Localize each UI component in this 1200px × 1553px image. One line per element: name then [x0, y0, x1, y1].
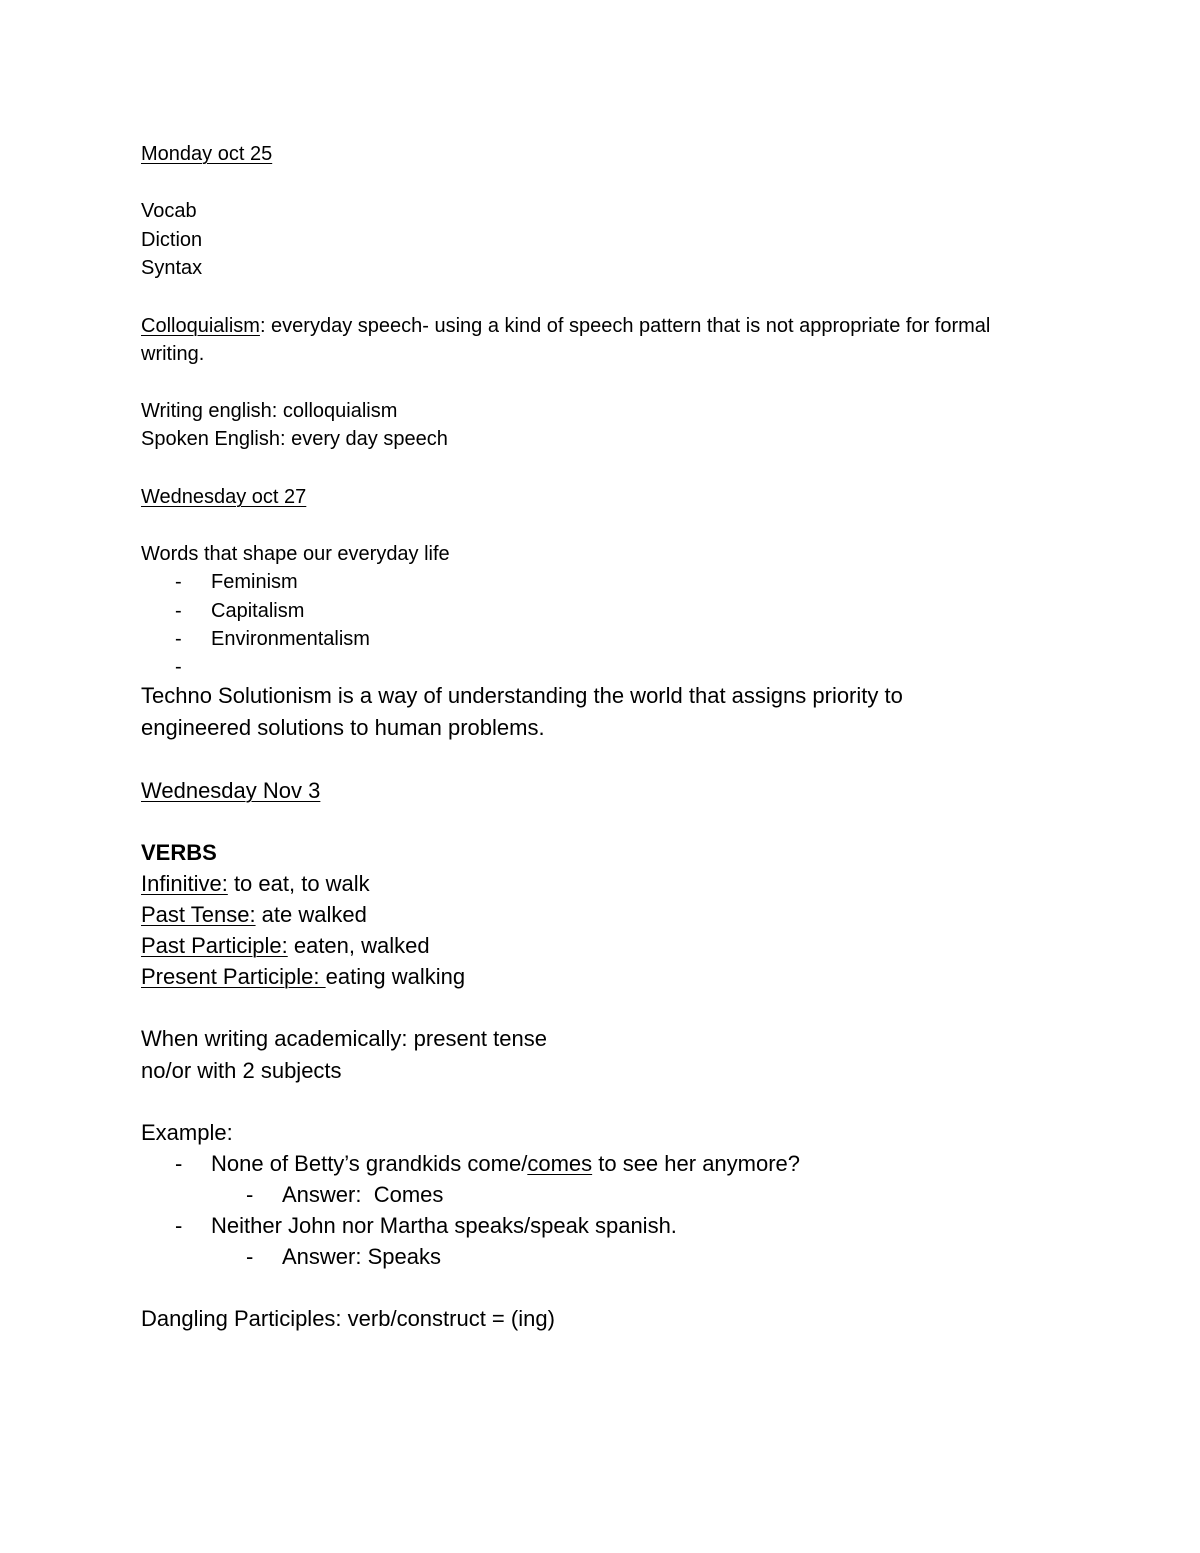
- question-1-answer-word: comes: [527, 1151, 593, 1176]
- verb-form-term: Present Participle:: [141, 964, 326, 989]
- colloquialism-def-line2: writing.: [141, 343, 205, 365]
- question-1-before: None of Betty’s grandkids come/: [211, 1151, 528, 1176]
- techno-line2: engineered solutions to human problems.: [141, 715, 545, 740]
- colloquialism-def-line1: : everyday speech- using a kind of speech pattern that is not appropriate for formal: [259, 315, 991, 337]
- bullet-environmentalism: Environmentalism: [211, 628, 370, 650]
- colloquialism-term: Colloquialism: [141, 315, 260, 337]
- verb-form-value: to eat, to walk: [227, 871, 370, 896]
- verb-form-value: ate walked: [255, 902, 367, 927]
- question-1: [211, 1153, 800, 1175]
- spoken-english: Spoken English: every day speech: [141, 428, 448, 450]
- dangling-participles: Dangling Participles: verb/construct = (ing): [141, 1306, 555, 1331]
- subjects-note: no/or with 2 subjects: [141, 1058, 342, 1083]
- techno-line1: Techno Solutionism is a way of understanding the world that assigns priority to: [141, 683, 903, 708]
- bullet-dash: -: [175, 628, 182, 650]
- verb-form-term: Past Tense:: [141, 902, 256, 927]
- bullet-feminism: Feminism: [211, 571, 298, 593]
- verb-form-infinitive: [141, 873, 370, 895]
- words-intro: Words that shape our everyday life: [141, 543, 450, 565]
- verb-form-present-participle: [141, 966, 465, 988]
- heading-monday: Monday oct 25: [141, 143, 273, 165]
- verb-form-term: Past Participle:: [141, 933, 288, 958]
- heading-wednesday-oct: Wednesday oct 27: [141, 486, 307, 508]
- verb-form-value: eating walking: [325, 964, 466, 989]
- bullet-dash: -: [246, 1182, 254, 1207]
- answer-1: Answer: Comes: [282, 1182, 444, 1207]
- bullet-dash: -: [175, 656, 182, 678]
- bullet-dash: -: [175, 1151, 183, 1176]
- example-label: Example:: [141, 1120, 233, 1145]
- verbs-title: VERBS: [141, 840, 217, 865]
- academic-note: When writing academically: present tense: [141, 1026, 547, 1051]
- bullet-capitalism: Capitalism: [211, 600, 305, 622]
- verb-form-past-tense: [141, 904, 367, 926]
- answer-2: Answer: Speaks: [282, 1244, 441, 1269]
- question-1-after: to see her anymore?: [592, 1151, 801, 1176]
- verb-form-term: Infinitive:: [141, 871, 228, 896]
- bullet-dash: -: [175, 600, 182, 622]
- writing-english: Writing english: colloquialism: [141, 400, 398, 422]
- verb-form-value: eaten, walked: [287, 933, 430, 958]
- question-2: Neither John nor Martha speaks/speak spanish.: [211, 1213, 677, 1238]
- word-diction: Diction: [141, 229, 203, 251]
- verb-form-past-participle: [141, 935, 430, 957]
- colloquialism-definition: [141, 316, 990, 336]
- bullet-dash: -: [175, 1213, 183, 1238]
- heading-wednesday-nov: Wednesday Nov 3: [141, 778, 321, 803]
- bullet-dash: -: [246, 1244, 254, 1269]
- word-syntax: Syntax: [141, 257, 203, 279]
- word-vocab: Vocab: [141, 200, 197, 222]
- bullet-dash: -: [175, 571, 182, 593]
